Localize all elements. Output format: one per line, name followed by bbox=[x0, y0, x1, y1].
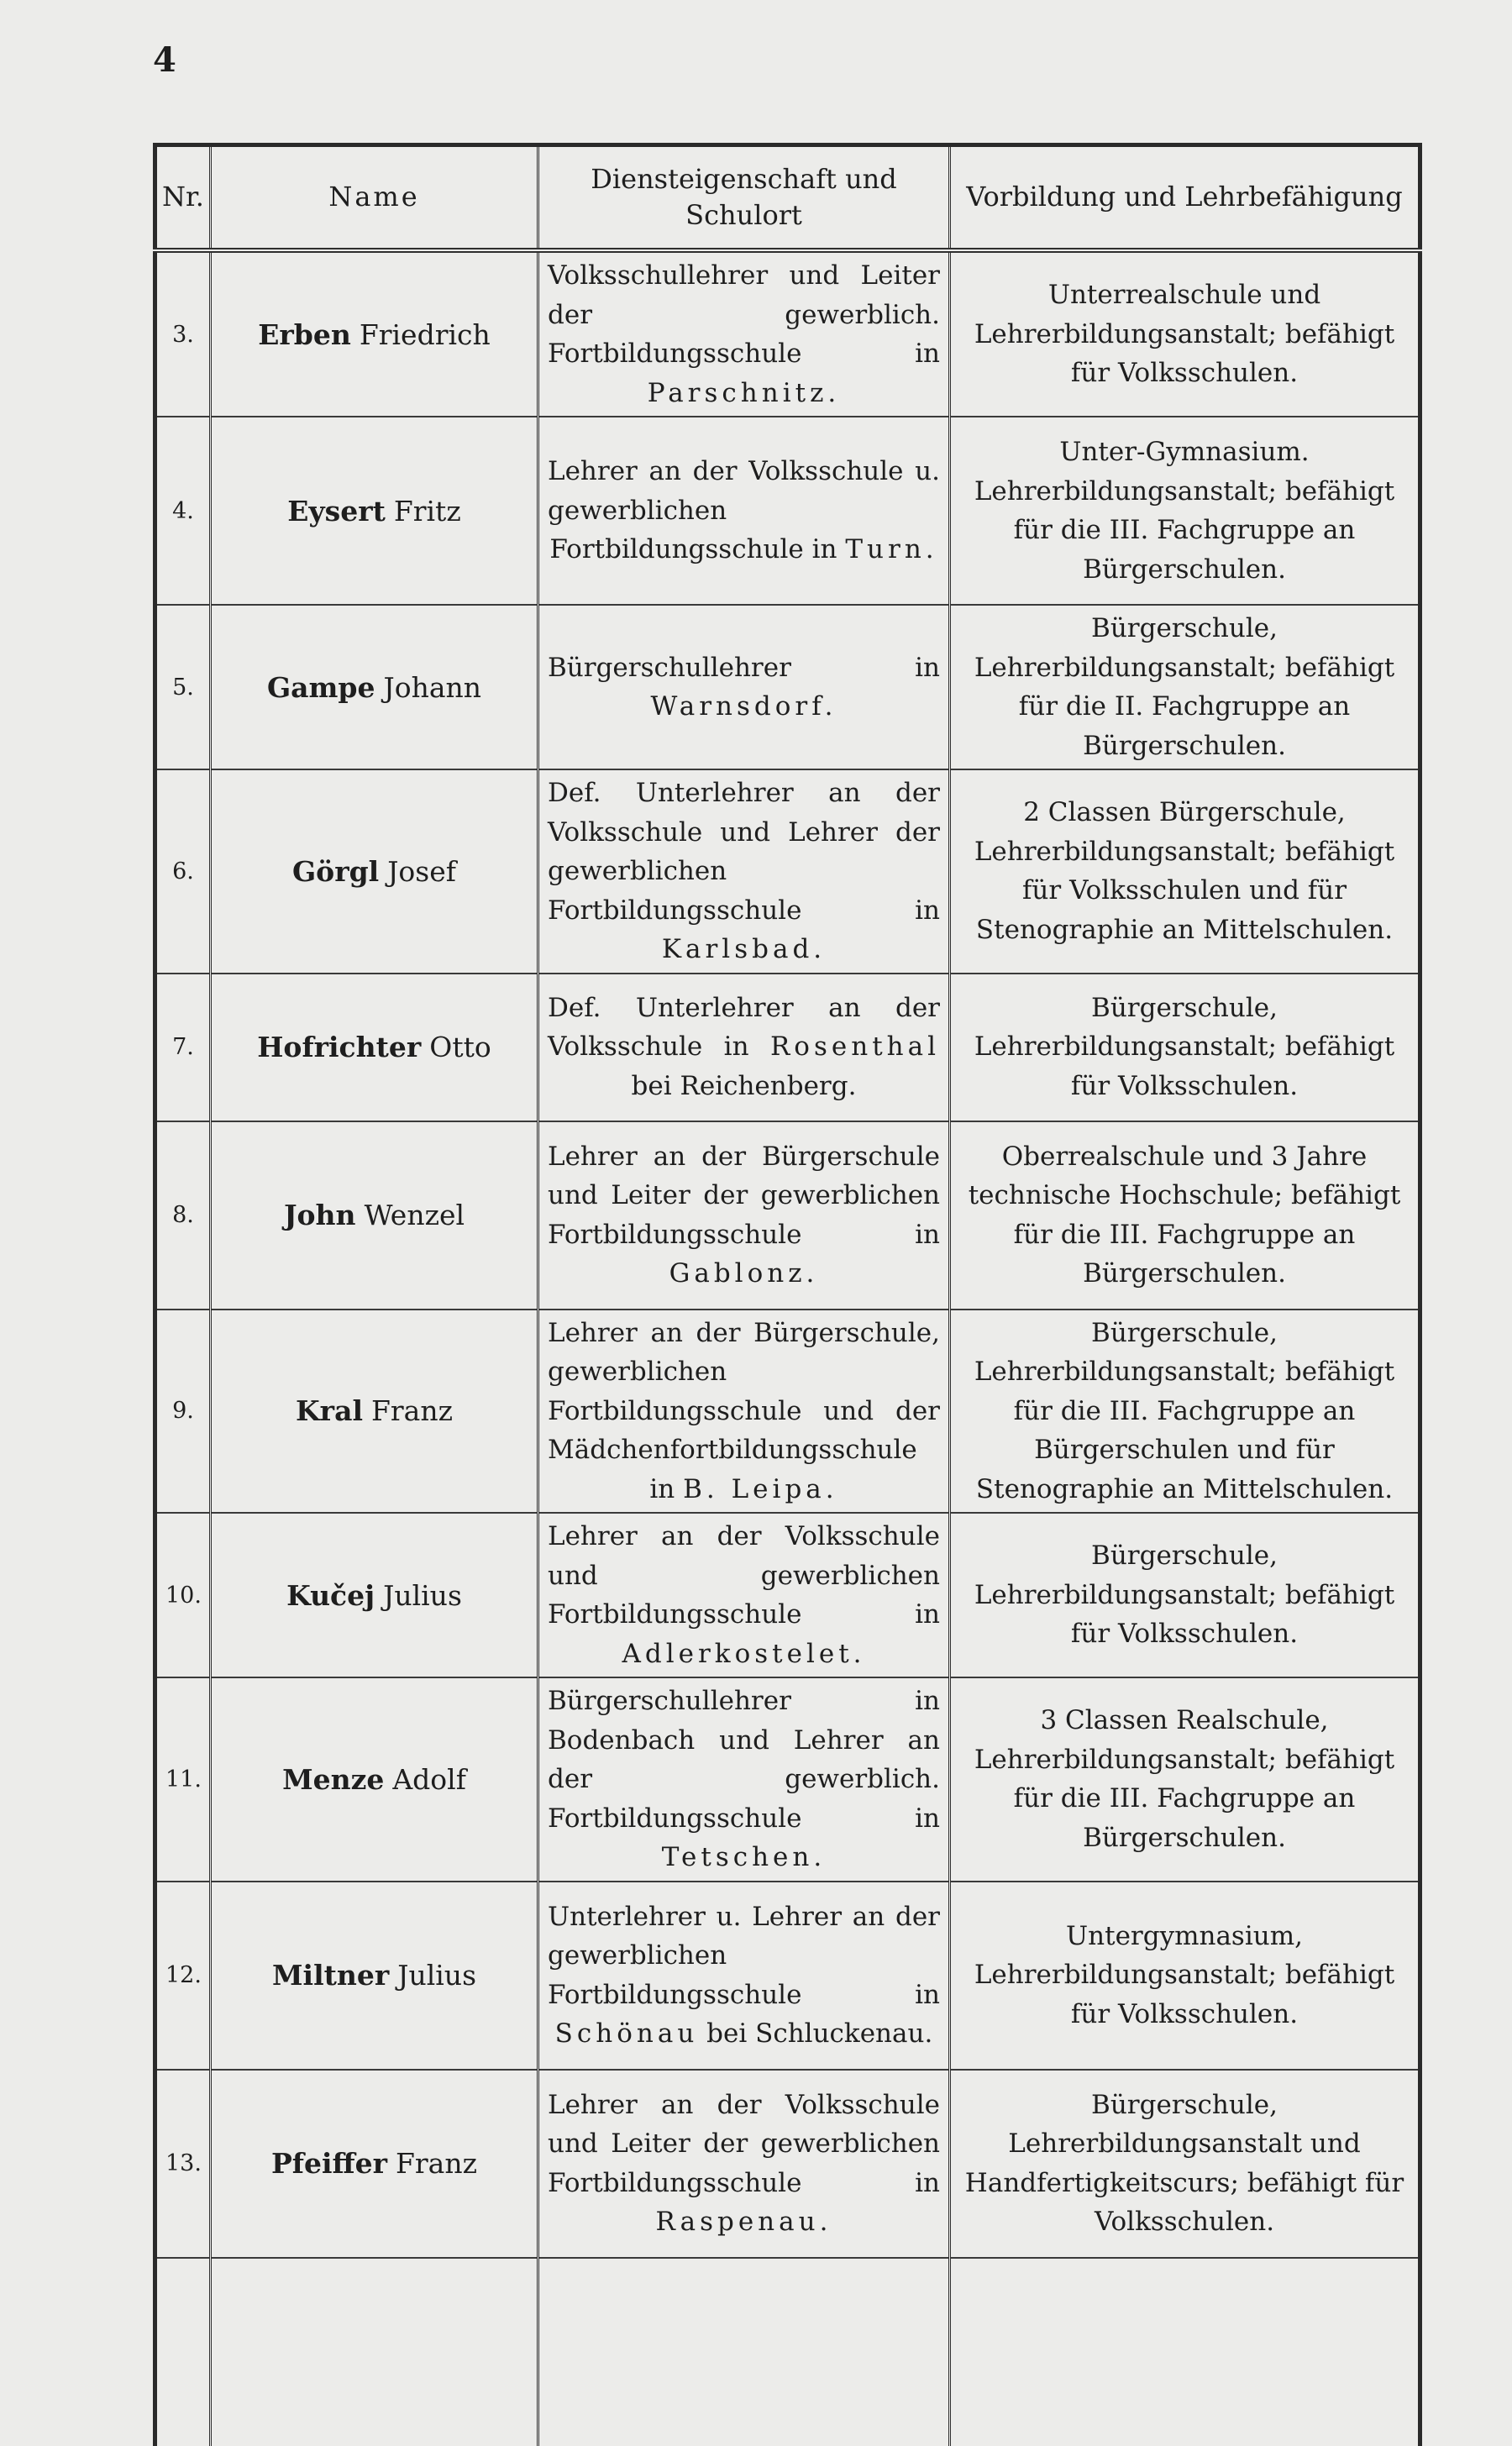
given-name: Wenzel bbox=[364, 1199, 465, 1231]
table-row bbox=[155, 1513, 1420, 1677]
position-text: Lehrer an der Bürgerschule, gewerblichen Fortbildungsschule und der Mädchenfortbildungsschule in bbox=[548, 1317, 940, 1504]
row-name bbox=[211, 1121, 538, 1310]
table-continuation-row bbox=[155, 2258, 1420, 2446]
table-row bbox=[155, 769, 1420, 974]
row-nr: 4. bbox=[155, 417, 211, 605]
position-text: Volksschullehrer und Leiter der gewerblich. Fortbildungsschule in bbox=[548, 260, 940, 369]
continuation-cell-position bbox=[538, 2258, 950, 2446]
teacher-roster-table bbox=[153, 143, 1422, 2446]
table-row bbox=[155, 250, 1420, 417]
position-text: Bürgerschullehrer in bbox=[548, 652, 940, 683]
school-place: Adlerkostelet. bbox=[622, 1638, 866, 1669]
given-name: Julius bbox=[397, 1959, 476, 1992]
given-name: Josef bbox=[387, 854, 456, 888]
row-position bbox=[538, 1121, 950, 1310]
header-nr: Nr. bbox=[155, 145, 211, 251]
table-row bbox=[155, 605, 1420, 769]
row-position bbox=[538, 769, 950, 974]
row-name bbox=[211, 1882, 538, 2070]
row-position bbox=[538, 250, 950, 417]
position-text: Lehrer an der Bürgerschule und Leiter der gewerblichen Fortbildungsschule in bbox=[548, 1141, 940, 1250]
row-nr: 5. bbox=[155, 605, 211, 769]
continuation-cell-name bbox=[211, 2258, 538, 2446]
position-tail: bei Reichenberg. bbox=[631, 1070, 857, 1101]
school-place: Warnsdorf. bbox=[650, 691, 837, 722]
row-nr: 7. bbox=[155, 974, 211, 1121]
surname: Gampe bbox=[266, 670, 375, 704]
row-qualification: 2 Classen Bürgerschule, Lehrerbildungsanstalt; befähigt für Volksschulen und für Stenographie an Mittelschulen. bbox=[950, 769, 1420, 974]
position-text: Unterlehrer u. Lehrer an der gewerblichen Fortbildungsschule in bbox=[548, 1901, 940, 2010]
row-qualification: Bürgerschule, Lehrerbildungsanstalt; befähigt für die III. Fachgruppe an Bürgerschulen und für Stenographie an Mittelschulen. bbox=[950, 1310, 1420, 1514]
position-tail: bei Schluckenau. bbox=[706, 2018, 933, 2049]
surname: Kučej bbox=[286, 1578, 375, 1612]
given-name: Johann bbox=[383, 670, 482, 704]
school-place: Karlsbad. bbox=[661, 934, 827, 964]
row-position bbox=[538, 1310, 950, 1514]
row-position bbox=[538, 1513, 950, 1677]
given-name: Fritz bbox=[393, 494, 461, 528]
position-text: Lehrer an der Volksschule und Leiter der gewerblichen Fortbildungsschule in bbox=[548, 2089, 940, 2198]
position-text: Lehrer an der Volksschule u. gewerblichen Fortbildungsschule in bbox=[548, 456, 940, 565]
page-number: 4 bbox=[153, 40, 176, 80]
header-qualification: Vorbildung und Lehrbefähigung bbox=[950, 145, 1420, 251]
row-nr: 3. bbox=[155, 250, 211, 417]
row-nr: 6. bbox=[155, 769, 211, 974]
table-header-row bbox=[155, 145, 1420, 251]
header-name: Name bbox=[211, 145, 538, 251]
row-nr: 12. bbox=[155, 1882, 211, 2070]
surname: Görgl bbox=[292, 854, 380, 888]
row-name bbox=[211, 2070, 538, 2258]
position-text: Def. Unterlehrer an der Volksschule in bbox=[548, 992, 940, 1063]
header-position: Diensteigenschaft und Schulort bbox=[538, 145, 950, 251]
table-row bbox=[155, 1677, 1420, 1882]
row-name bbox=[211, 417, 538, 605]
school-place: Parschnitz. bbox=[647, 377, 841, 408]
row-nr: 9. bbox=[155, 1310, 211, 1514]
table-row bbox=[155, 417, 1420, 605]
table-row bbox=[155, 1882, 1420, 2070]
row-qualification: Bürgerschule, Lehrerbildungsanstalt; befähigt für Volksschulen. bbox=[950, 1513, 1420, 1677]
row-qualification: Bürgerschule, Lehrerbildungsanstalt; befähigt für Volksschulen. bbox=[950, 974, 1420, 1121]
row-qualification: Oberrealschule und 3 Jahre technische Hochschule; befähigt für die III. Fachgruppe an Bürgerschulen. bbox=[950, 1121, 1420, 1310]
row-nr: 8. bbox=[155, 1121, 211, 1310]
row-name bbox=[211, 974, 538, 1121]
row-qualification: Bürgerschule, Lehrerbildungsanstalt und Handfertigkeitscurs; befähigt für Volksschulen. bbox=[950, 2070, 1420, 2258]
row-name bbox=[211, 250, 538, 417]
given-name: Otto bbox=[429, 1031, 491, 1063]
position-text: Bürgerschullehrer in Bodenbach und Lehrer an der gewerblich. Fortbildungsschule in bbox=[548, 1686, 940, 1834]
row-name bbox=[211, 769, 538, 974]
surname: Eysert bbox=[287, 494, 386, 528]
table-row bbox=[155, 974, 1420, 1121]
given-name: Adolf bbox=[392, 1762, 466, 1796]
table-row bbox=[155, 2070, 1420, 2258]
row-name bbox=[211, 605, 538, 769]
table-body bbox=[155, 250, 1420, 2446]
surname: John bbox=[283, 1199, 356, 1231]
continuation-cell-nr bbox=[155, 2258, 211, 2446]
position-text: Def. Unterlehrer an der Volksschule und Lehrer der gewerblichen Fortbildungsschule in bbox=[548, 778, 940, 926]
given-name: Friedrich bbox=[359, 318, 491, 351]
row-position bbox=[538, 1882, 950, 2070]
row-position bbox=[538, 417, 950, 605]
row-position bbox=[538, 974, 950, 1121]
row-position bbox=[538, 605, 950, 769]
given-name: Franz bbox=[371, 1394, 453, 1428]
surname: Miltner bbox=[272, 1959, 390, 1992]
school-place: Rosenthal bbox=[769, 1031, 941, 1063]
row-name bbox=[211, 1310, 538, 1514]
row-position bbox=[538, 2070, 950, 2258]
table-row bbox=[155, 1121, 1420, 1310]
surname: Kral bbox=[296, 1394, 363, 1428]
given-name: Franz bbox=[396, 2147, 477, 2180]
row-qualification: Unterrealschule und Lehrerbildungsanstalt; befähigt für Volksschulen. bbox=[950, 250, 1420, 417]
school-place: Turn. bbox=[845, 534, 938, 565]
surname: Menze bbox=[282, 1762, 385, 1796]
given-name: Julius bbox=[383, 1578, 462, 1612]
row-qualification: 3 Classen Realschule, Lehrerbildungsanstalt; befähigt für die III. Fachgruppe an Bürgerschulen. bbox=[950, 1677, 1420, 1882]
school-place: B. Leipa. bbox=[683, 1473, 838, 1504]
surname: Hofrichter bbox=[257, 1031, 422, 1063]
school-place: Raspenau. bbox=[655, 2207, 832, 2237]
row-name bbox=[211, 1677, 538, 1882]
row-qualification: Unter-Gymnasium. Lehrerbildungsanstalt; befähigt für die III. Fachgruppe an Bürgerschulen. bbox=[950, 417, 1420, 605]
surname: Erben bbox=[258, 318, 351, 351]
school-place: Tetschen. bbox=[661, 1842, 827, 1872]
row-qualification: Bürgerschule, Lehrerbildungsanstalt; befähigt für die II. Fachgruppe an Bürgerschulen. bbox=[950, 605, 1420, 769]
table-row bbox=[155, 1310, 1420, 1514]
row-nr: 11. bbox=[155, 1677, 211, 1882]
row-nr: 10. bbox=[155, 1513, 211, 1677]
surname: Pfeiffer bbox=[270, 2147, 387, 2180]
row-qualification: Untergymnasium, Lehrerbildungsanstalt; befähigt für Volksschulen. bbox=[950, 1882, 1420, 2070]
school-place: Gablonz. bbox=[669, 1258, 819, 1289]
continuation-cell-qualification bbox=[950, 2258, 1420, 2446]
row-name bbox=[211, 1513, 538, 1677]
row-position bbox=[538, 1677, 950, 1882]
school-place: Schönau bbox=[554, 2018, 699, 2049]
row-nr: 13. bbox=[155, 2070, 211, 2258]
position-text: Lehrer an der Volksschule und gewerblichen Fortbildungsschule in bbox=[548, 1521, 940, 1630]
